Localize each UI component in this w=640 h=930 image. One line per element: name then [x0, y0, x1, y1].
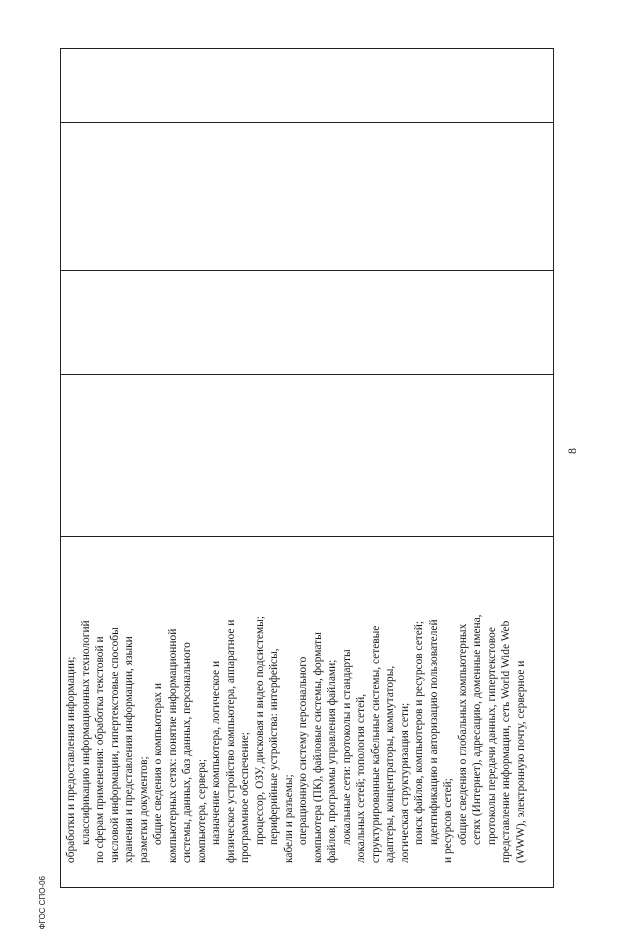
content-line: компьютера, сервера;	[195, 759, 208, 863]
table-cell-empty-5	[61, 47, 553, 123]
content-line: сетях (Интернет), адресацию, доменные имена,	[471, 614, 483, 845]
content-line: хранения и представления информации, языки	[123, 636, 135, 863]
content-line: компьютера (ПК), файловые системы, форматы	[311, 632, 324, 863]
content-line: числовой информации, гипертекстовые способы	[108, 627, 121, 863]
content-line: структурированные кабельные системы, сетевые	[369, 625, 382, 863]
content-line: поиск файлов, компьютеров и ресурсов сетей;	[413, 620, 425, 845]
page-number: 8	[565, 448, 579, 454]
content-line: адаптеры, концентраторы, коммутаторы,	[384, 665, 396, 863]
table-cell-empty-2	[61, 375, 553, 537]
content-line: назначение компьютера, логическое и	[210, 660, 222, 845]
footer-code: ФГОС СПО-06	[38, 876, 47, 930]
standards-table	[60, 48, 554, 888]
content-line: компьютерных сетях: понятие информационной	[166, 628, 179, 863]
table-cell-empty-4	[61, 123, 553, 271]
table-cell-empty-3	[61, 271, 553, 375]
content-line: общие сведения о компьютерах и	[152, 683, 164, 845]
content-line: локальные сети: протоколы и стандарты	[340, 649, 353, 845]
content-line: и ресурсов сетей;	[442, 778, 454, 863]
table-cell-content	[61, 537, 553, 887]
content-line: операционную систему персонального	[297, 656, 309, 845]
rotated-content	[38, 22, 580, 930]
content-line: кабели и разъемы;	[282, 774, 295, 863]
content-line: обработки и предоставления информации;	[65, 656, 77, 863]
content-line: представление информации, сеть World Wide Web	[500, 620, 512, 863]
content-line: по сферам применения: обработка текстовой и	[94, 636, 106, 863]
content-line: программное обеспечение;	[239, 732, 251, 863]
content-line: протоколы передачи данных, гипертекстовое	[485, 627, 498, 845]
content-line: разметки документов;	[137, 756, 150, 863]
content-line: периферийные устройства: интерфейсы,	[268, 648, 280, 845]
content-line: физическое устройство компьютера, аппаратное и	[224, 619, 237, 863]
content-line: классификацию информационных технологий	[79, 620, 92, 845]
content-line: логическая структуризация сети;	[398, 702, 411, 863]
content-line: процессор, ОЗУ, дисковая и видео подсистемы;	[253, 616, 266, 845]
content-line: (WWW), электронную почту, серверное и	[514, 660, 527, 863]
content-line: общие сведения о глобальных компьютерных	[456, 623, 469, 845]
content-line: файлов, программы управления файлами;	[326, 659, 338, 863]
content-line: системы, данных, баз данных, персонального	[181, 642, 193, 863]
content-line: локальных сетей; топология сетей,	[355, 693, 367, 863]
content-line: идентификацию и авторизацию пользователей	[427, 619, 440, 845]
